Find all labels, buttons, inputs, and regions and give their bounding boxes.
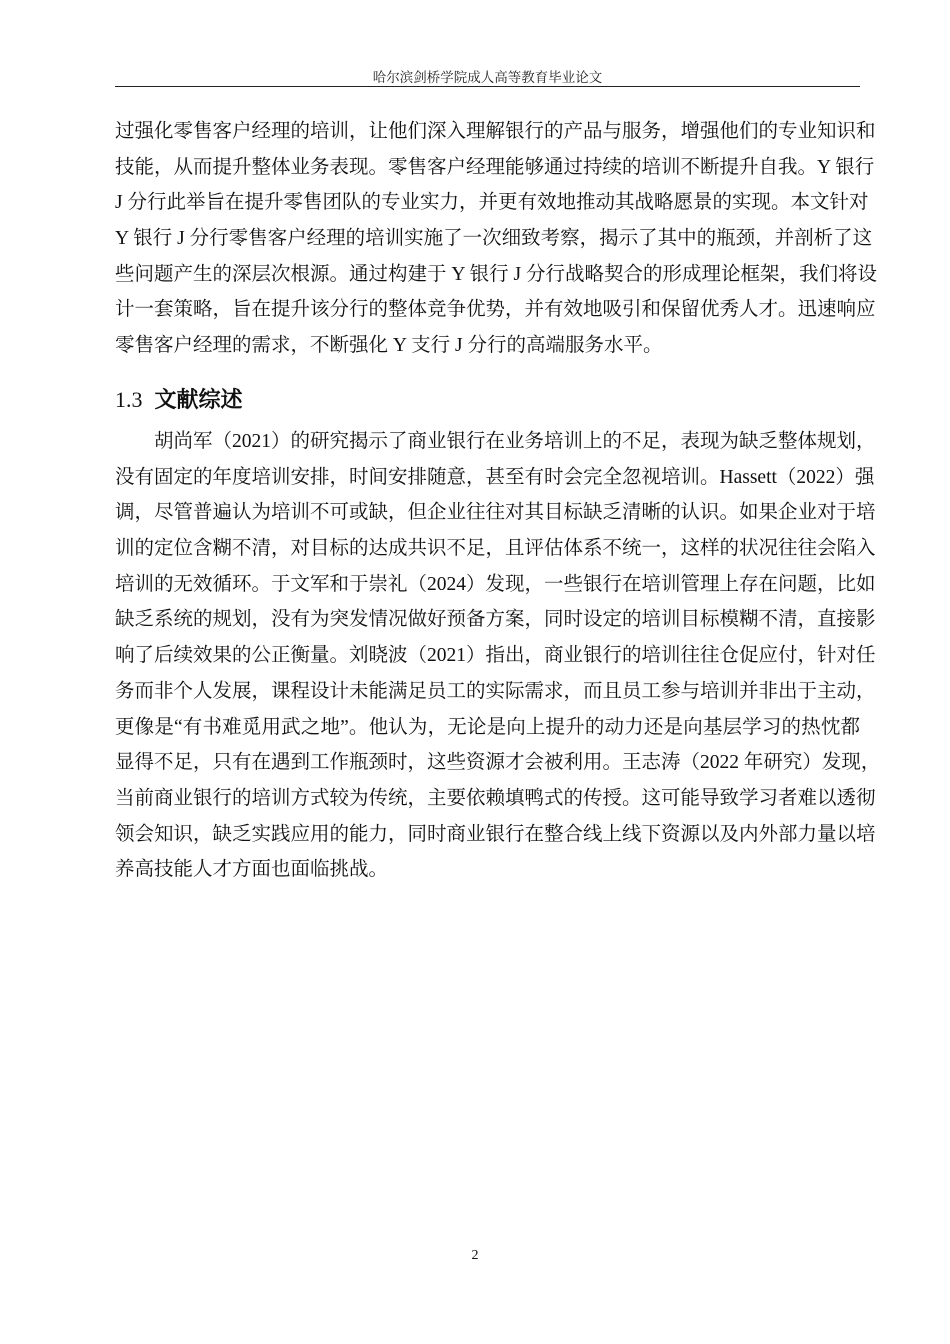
text-line: 培训的无效循环。于文军和于崇礼（2024）发现，一些银行在培训管理上存在问题，比如: [115, 573, 876, 595]
paragraph-intro: [115, 114, 877, 364]
section-number: 1.3: [115, 387, 143, 412]
text-line: 训的定位含糊不清，对目标的达成共识不足，且评估体系不统一，这样的状况往往会陷入: [115, 538, 876, 560]
text-line: 零售客户经理的需求，不断强化 Y 支行 J 分行的高端服务水平。: [115, 335, 663, 357]
text-line: 胡尚军（2021）的研究揭示了商业银行在业务培训上的不足，表现为缺乏整体规划，: [154, 431, 876, 452]
text-line: 务而非个人发展，课程设计未能满足员工的实际需求，而且员工参与培训并非出于主动，: [115, 680, 876, 702]
text-line: Y 银行 J 分行零售客户经理的培训实施了一次细致考察，揭示了其中的瓶颈，并剖析了这: [115, 228, 873, 250]
text-line: 些问题产生的深层次根源。通过构建于 Y 银行 J 分行战略契合的形成理论框架，我们将设: [115, 263, 877, 285]
text-line: 计一套策略，旨在提升该分行的整体竞争优势，并有效地吸引和保留优秀人才。迅速响应: [115, 299, 876, 321]
text-line: J 分行此举旨在提升零售团队的专业实力，并更有效地推动其战略愿景的实现。本文针对: [115, 192, 869, 214]
text-line: 当前商业银行的培训方式较为传统，主要依赖填鸭式的传授。这可能导致学习者难以透彻: [115, 787, 876, 809]
text-line: 缺乏系统的规划，没有为突发情况做好预备方案，同时设定的培训目标模糊不清，直接影: [115, 609, 876, 631]
text-line: 技能，从而提升整体业务表现。零售客户经理能够通过持续的培训不断提升自我。Y 银行: [115, 156, 875, 178]
text-line: 调，尽管普遍认为培训不可或缺，但企业往往对其目标缺乏清晰的认识。如果企业对于培: [115, 502, 876, 524]
running-header: 哈尔滨剑桥学院成人高等教育毕业论文: [372, 70, 603, 85]
text-line: 显得不足，只有在遇到工作瓶颈时，这些资源才会被利用。王志涛（2022 年研究）发现，: [115, 752, 881, 774]
paragraph-literature-review: [115, 424, 881, 888]
text-line: 领会知识，缺乏实践应用的能力，同时商业银行在整合线上线下资源以及内外部力量以培: [115, 823, 876, 845]
page-number: 2: [471, 1248, 479, 1263]
header-divider: [115, 86, 860, 87]
text-line: 更像是“有书难觅用武之地”。他认为，无论是向上提升的动力还是向基层学习的热忱都: [115, 716, 860, 738]
text-line: 没有固定的年度培训安排，时间安排随意，甚至有时会完全忽视培训。Hassett（2022）强: [115, 466, 875, 488]
text-line: 响了后续效果的公正衡量。刘晓波（2021）指出，商业银行的培训往往仓促应付，针对任: [115, 645, 876, 667]
text-line: 养高技能人才方面也面临挑战。: [115, 859, 389, 881]
section-heading: [115, 383, 243, 414]
text-line: 过强化零售客户经理的培训，让他们深入理解银行的产品与服务，增强他们的专业知识和: [115, 121, 876, 142]
section-title: 文献综述: [154, 387, 243, 412]
